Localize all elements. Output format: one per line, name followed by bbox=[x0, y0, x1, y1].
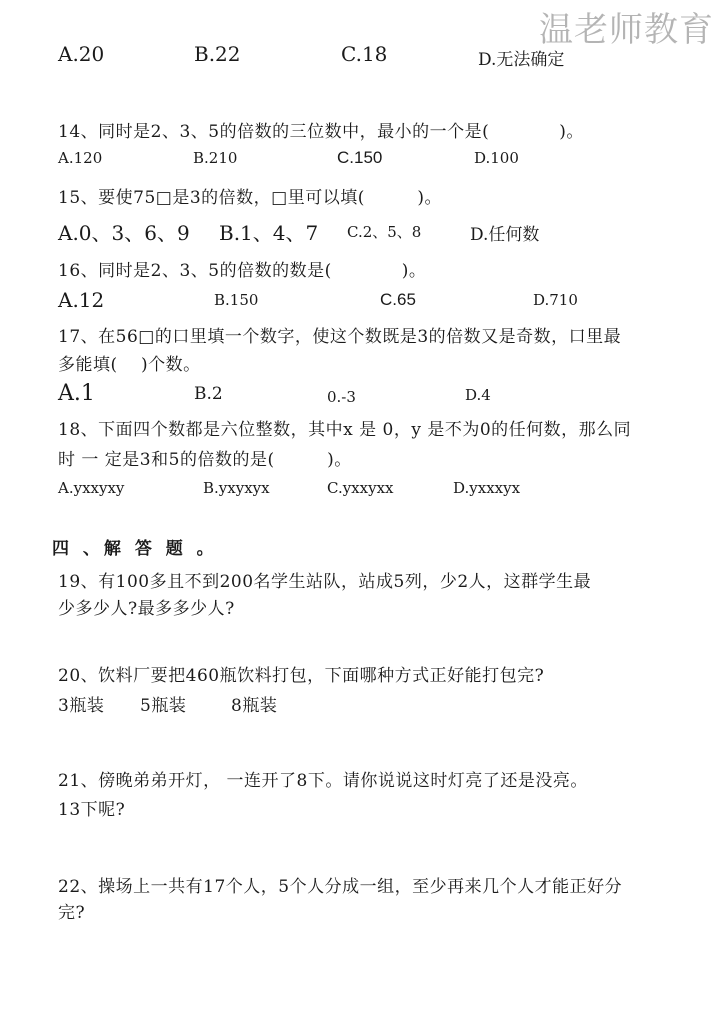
question-14-text: 14、同时是2、3、5的倍数的三位数中，最小的一个是( )。 bbox=[58, 122, 584, 142]
option-d: D.yxxxyx bbox=[453, 479, 521, 497]
question-18-line1: 18、下面四个数都是六位整数，其中x 是 0，y 是不为0的任何数，那么同 bbox=[58, 420, 632, 440]
watermark: 温老师教育 bbox=[539, 10, 714, 50]
question-22-line1: 22、操场上一共有17个人，5个人分成一组，至少再来几个人才能正好分 bbox=[58, 877, 623, 897]
question-17-line1: 17、在56□的口里填一个数字，使这个数既是3的倍数又是奇数，口里最 bbox=[58, 327, 622, 347]
question-19-line2: 少多少人?最多多少人? bbox=[58, 599, 235, 619]
option-d: D.100 bbox=[474, 149, 519, 167]
question-21-line1: 21、傍晚弟弟开灯， 一连开了8下。请你说说这时灯亮了还是没亮。 bbox=[58, 771, 588, 791]
option-b: B.210 bbox=[193, 149, 238, 167]
option-c: C.2、5、8 bbox=[347, 223, 422, 241]
option-c: 0.-3 bbox=[327, 388, 356, 406]
option-b: B.22 bbox=[194, 42, 241, 66]
question-16-text: 16、同时是2、3、5的倍数的数是( )。 bbox=[58, 261, 427, 281]
question-20-line1: 20、饮料厂要把460瓶饮料打包，下面哪种方式正好能打包完? bbox=[58, 666, 545, 686]
option-d: D.4 bbox=[465, 386, 491, 404]
option-d: D.710 bbox=[533, 291, 578, 309]
option-a: A.20 bbox=[58, 42, 105, 66]
option-a: A.0、3、6、9 bbox=[58, 221, 190, 245]
option-b: B.1、4、7 bbox=[219, 221, 319, 245]
option-d: D.无法确定 bbox=[478, 50, 565, 70]
question-15-text: 15、要使75□是3的倍数，□里可以填( )。 bbox=[58, 188, 442, 208]
option-a: A.120 bbox=[58, 149, 103, 167]
question-19-line1: 19、有100多且不到200名学生站队，站成5列，少2人，这群学生最 bbox=[58, 572, 592, 592]
option-3: 8瓶装 bbox=[231, 696, 278, 716]
option-c: C.150 bbox=[337, 148, 383, 167]
option-c: C.18 bbox=[341, 42, 388, 66]
option-a: A.12 bbox=[58, 288, 105, 312]
question-18-line2: 时 一 定是3和5的倍数的是( )。 bbox=[58, 450, 352, 470]
section-heading: 四 、解 答 题 。 bbox=[52, 539, 218, 559]
question-22-line2: 完? bbox=[58, 903, 86, 923]
option-1: 3瓶装 bbox=[58, 696, 105, 716]
option-c: C.yxxyxx bbox=[327, 479, 394, 497]
option-c: C.65 bbox=[380, 290, 416, 309]
option-2: 5瓶装 bbox=[140, 696, 187, 716]
question-17-line2: 多能填( )个数。 bbox=[58, 355, 201, 375]
option-d: D.任何数 bbox=[470, 225, 540, 245]
question-21-line2: 13下呢? bbox=[58, 800, 126, 820]
option-b: B.150 bbox=[214, 291, 259, 309]
option-a: A.1 bbox=[58, 381, 95, 406]
option-b: B.yxyxyx bbox=[203, 479, 270, 497]
option-b: B.2 bbox=[194, 384, 223, 404]
option-a: A.yxxyxy bbox=[58, 479, 125, 497]
